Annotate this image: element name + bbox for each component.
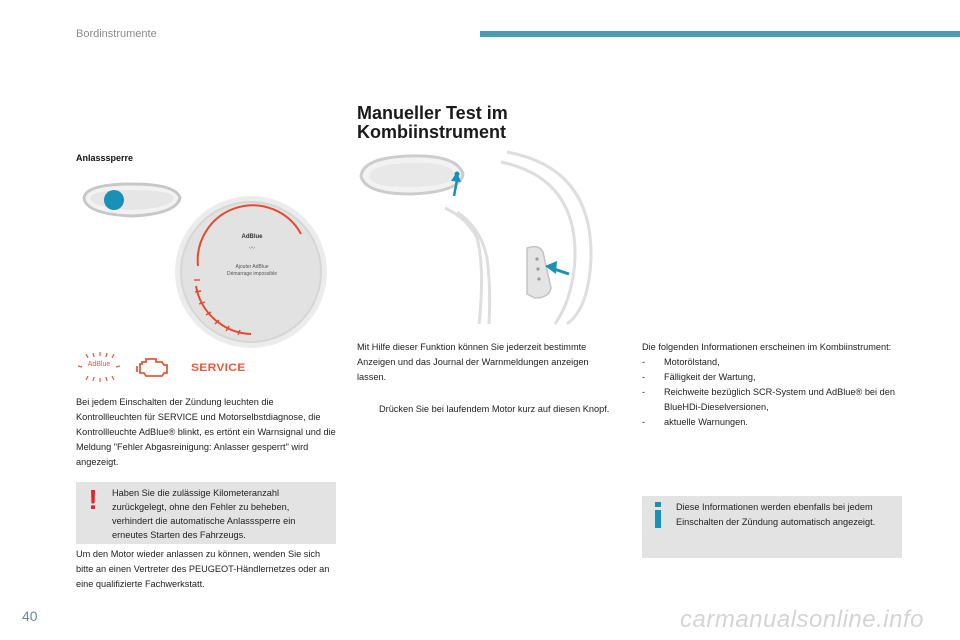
subheading-starting-lock: Anlasssperre <box>76 153 134 163</box>
info-list-block <box>642 340 907 430</box>
section-header: Bordinstrumente <box>76 28 157 40</box>
info-text: Diese Informationen werden ebenfalls bei jedem Einschalten der Zündung automatisch angezeigt. <box>676 502 876 527</box>
page-title <box>357 104 508 142</box>
list-item-text: Reichweite bezüglich SCR-System und AdBlue® bei den BlueHDi-Dieselversionen, <box>664 387 895 412</box>
adblue-warning-icon <box>76 352 122 382</box>
header-accent-bar <box>480 31 960 37</box>
gauge-adblue-label: AdBlue <box>241 234 263 240</box>
step-bullet <box>357 402 379 417</box>
exclamation-icon: ! <box>88 484 98 515</box>
starting-lock-description: Bei jedem Einschalten der Zündung leuchten die Kontrollleuchten für SERVICE und Motorselbstdiagnose, die Kontrollleuchte AdBlue® blinkt, es ertönt ein Warnsignal und die Meldung "Fehler Abgasreinigung: Anlasser gesperrt" wird angezeigt. <box>76 397 336 467</box>
engine-check-icon <box>136 354 170 380</box>
instrument-panel-illustration <box>76 176 346 348</box>
watermark: carmanualsonline.info <box>680 606 924 633</box>
list-item: - Motorölstand, <box>642 355 907 370</box>
steering-wheel-illustration <box>357 148 597 326</box>
manual-test-description: Mit Hilfe dieser Funktion können Sie jederzeit bestimmte Anzeigen und das Journal der Warnmeldungen anzeigen lassen. <box>357 342 589 382</box>
gauge-message-line-1: Ajouter AdBlue <box>235 264 269 270</box>
page-number: 40 <box>22 608 38 624</box>
restart-instructions: Um den Motor wieder anlassen zu können, wenden Sie sich bitte an einen Vertreter des PEUGEOT-Händlernetzes oder an eine qualifizierte Fachwerkstatt. <box>76 549 330 589</box>
adblue-lamp-lit <box>104 190 124 210</box>
gauge-adblue-wave: 〰 <box>248 246 255 252</box>
cluster-pod <box>361 156 463 196</box>
info-intro: Die folgenden Informationen erscheinen im Kombiinstrument: <box>642 342 892 352</box>
list-item-text: Motorölstand, <box>664 357 720 367</box>
info-icon <box>651 502 665 528</box>
list-item-text: Fälligkeit der Wartung, <box>664 372 756 382</box>
steering-wheel-rim <box>445 152 591 324</box>
gauge-message <box>205 264 299 278</box>
steering-control-pad <box>527 247 551 298</box>
title-line-1: Manueller Test im <box>357 103 508 123</box>
title-line-2: Kombiinstrument <box>357 122 507 142</box>
adblue-icon-label: AdBlue <box>87 361 111 368</box>
lamp-pod <box>84 184 180 216</box>
list-item-text: aktuelle Warnungen. <box>664 417 748 427</box>
warning-text: Haben Sie die zulässige Kilometeranzahl zurückgelegt, ohne den Fehler zu beheben, verhindert die automatische Anlasssperre ein erneutes Starten des Fahrzeugs. <box>112 488 296 540</box>
step-text: Drücken Sie bei laufendem Motor kurz auf diesen Knopf. <box>379 404 610 414</box>
service-icon: SERVICE <box>191 360 246 374</box>
list-item: - aktuelle Warnungen. <box>642 415 907 430</box>
press-button-step <box>357 402 619 417</box>
list-item: - Fälligkeit der Wartung, <box>642 370 907 385</box>
gauge-message-line-2: Démarrage impossible <box>226 271 278 277</box>
list-item: - Reichweite bezüglich SCR-System und AdBlue® bei den BlueHDi-Dieselversionen, <box>642 385 907 415</box>
